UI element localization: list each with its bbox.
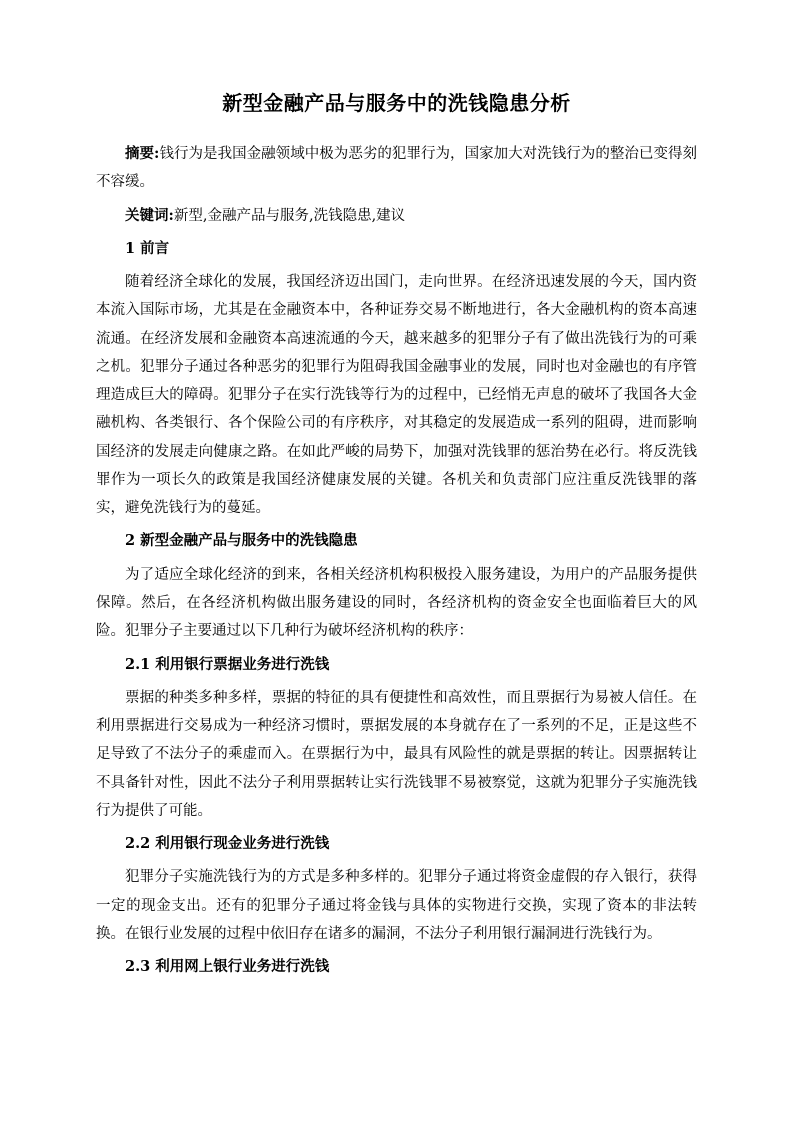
abstract-label: 摘要: xyxy=(125,145,160,162)
section-heading-2-3: 2.3 利用网上银行业务进行洗钱 xyxy=(125,958,330,976)
abstract-paragraph xyxy=(96,140,697,197)
section-heading-2: 2 新型金融产品与服务中的洗钱隐患 xyxy=(125,532,358,550)
section-heading-2-1: 2.1 利用银行票据业务进行洗钱 xyxy=(125,655,330,673)
keywords-paragraph xyxy=(96,202,697,230)
abstract-text: 钱行为是我国金融领域中极为恶劣的犯罪行为，国家加大对洗钱行为的整治已变得刻不容缓。 xyxy=(96,146,698,191)
page-title: 新型金融产品与服务中的洗钱隐患分析 xyxy=(222,91,571,115)
section-2-1-paragraph-1: 票据的种类多种多样，票据的特征的具有便捷性和高效性，而且票据行为易被人信任。在利用票据进行交易成为一种经济习惯时，票据发展的本身就存在了一系列的不足，正是这些不足导致了不法分子的乘虚而入。在票据行为中，最具有风险性的就是票据的转让。因票据转让不具备针对性，因此不法分子利用票据转让实行洗钱罪不易被察觉，这就为犯罪分子实施洗钱行为提供了可能。 xyxy=(96,689,697,819)
keywords-label: 关键词: xyxy=(125,206,174,224)
section-heading-1: 1 前言 xyxy=(125,239,170,257)
section-1-paragraph-1: 随着经济全球化的发展，我国经济迈出国门，走向世界。在经济迅速发展的今天，国内资本流入国际市场，尤其是在金融资本中，各种证券交易不断地进行，各大金融机构的资本高速流通。在经济发展和金融资本高速流通的今天，越来越多的犯罪分子有了做出洗钱行为的可乘之机。犯罪分子通过各种恶劣的犯罪行为阻碍我国金融事业的发展，同时也对金融也的有序管理造成巨大的障碍。犯罪分子在实行洗钱等行为的过程中，已经悄无声息的破坏了我国各大金融机构、各类银行、各个保险公司的有序秩序，对其稳定的发展造成一系列的阻碍，进而影响国经济的发展走向健康之路。在如此严峻的局势下，加强对洗钱罪的惩治势在必行。将反洗钱罪作为一项长久的政策是我国经济健康发展的关键。各机关和负责部门应注重反洗钱罪的落实，避免洗钱行为的蔓延。 xyxy=(96,274,697,517)
section-heading-2-2: 2.2 利用银行现金业务进行洗钱 xyxy=(125,835,330,853)
section-2-paragraph-1: 为了适应全球化经济的到来，各相关经济机构积极投入服务建设，为用户的产品服务提供保障。然后，在各经济机构做出服务建设的同时，各经济机构的资金安全也面临着巨大的风险。犯罪分子主要通过以下几种行为破坏经济机构的秩序： xyxy=(96,566,697,640)
section-2-2-paragraph-1: 犯罪分子实施洗钱行为的方式是多种多样的。犯罪分子通过将资金虚假的存入银行，获得一定的现金支出。还有的犯罪分子通过将金钱与具体的实物进行交换，实现了资本的非法转换。在银行业发展的过程中依旧存在诸多的漏洞，不法分子利用银行漏洞进行洗钱行为。 xyxy=(96,869,697,942)
keywords-text: 新型,金融产品与服务,洗钱隐患,建议 xyxy=(173,207,406,224)
